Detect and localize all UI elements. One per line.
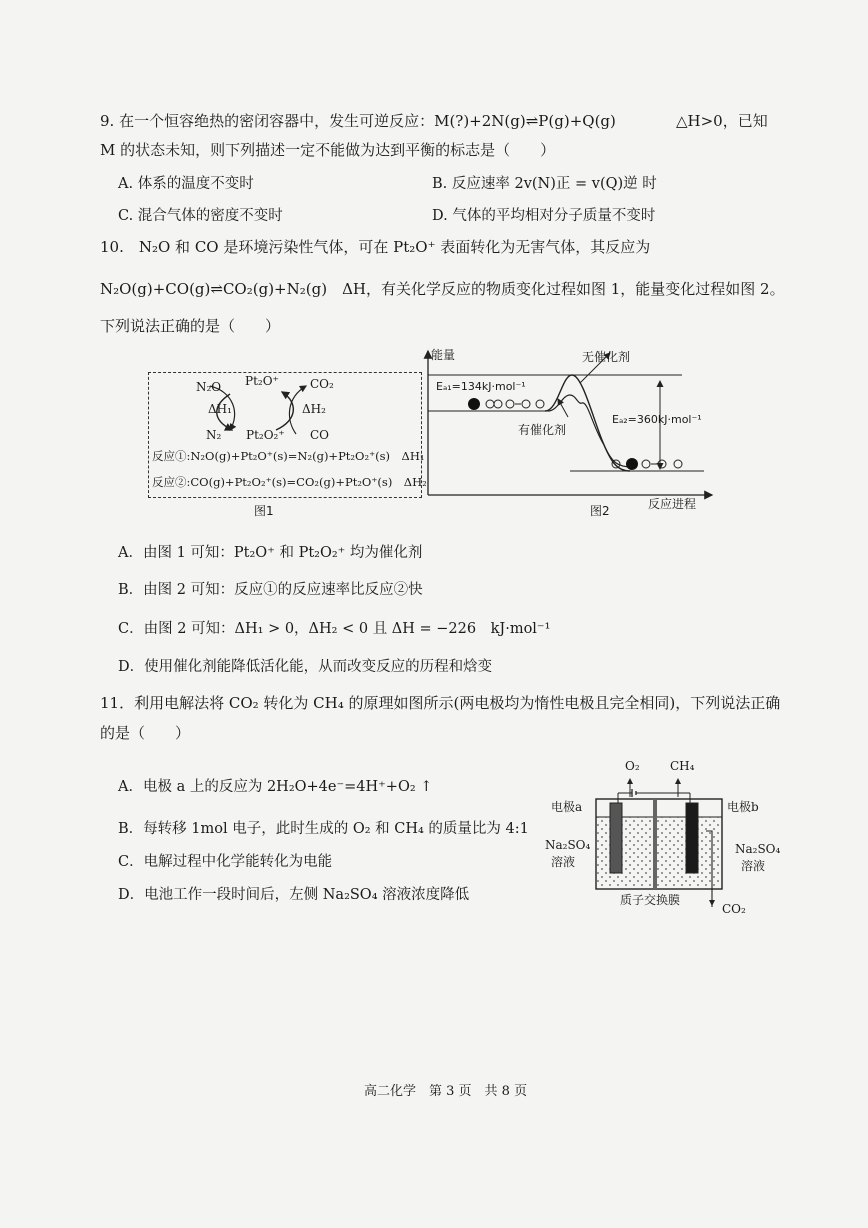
q11-option-a: A．电极 a 上的反应为 2H₂O+4e⁻=4H⁺+O₂ ↑	[118, 779, 433, 795]
q11-fig-left-solution-1: Na₂SO₄	[545, 838, 591, 852]
fig1-pt2o2: Pt₂O₂⁺	[246, 428, 285, 442]
q11-fig-ch4: CH₄	[670, 759, 695, 773]
q11-fig-o2: O₂	[625, 759, 640, 773]
q11-fig-membrane-label: 质子交换膜	[620, 893, 681, 907]
q10-line2: N₂O(g)+CO(g)⇌CO₂(g)+N₂(g) ΔH，有关化学反应的物质变化过程如图 1，能量变化过程如图 2。	[100, 280, 785, 298]
q9-delta-h: △H>0，已知	[676, 112, 768, 130]
fig2-y-axis-label: 能量	[431, 348, 456, 362]
q11-fig-co2: CO₂	[722, 902, 746, 916]
q11-fig-right-solution-2: 溶液	[741, 859, 766, 873]
fig2-ea1: Eₐ₁=134kJ·mol⁻¹	[436, 380, 526, 393]
q9-option-b: B. 反应速率 2v(N)正 = v(Q)逆 时	[432, 176, 657, 192]
q10-option-c: C．由图 2 可知：ΔH₁ > 0，ΔH₂ < 0 且 ΔH = −226 kJ·mol⁻¹	[118, 621, 551, 637]
q11-line1: 11．利用电解法将 CO₂ 转化为 CH₄ 的原理如图所示(两电极均为惰性电极且完全相同)，下列说法正确	[100, 694, 781, 712]
fig1-dh1: ΔH₁	[208, 402, 232, 416]
fig1-caption: 图1	[254, 504, 274, 518]
fig2-caption: 图2	[590, 504, 610, 518]
fig2-x-axis-label: 反应进程	[648, 497, 697, 511]
q11-option-d: D．电池工作一段时间后，左侧 Na₂SO₄ 溶液浓度降低	[118, 887, 470, 903]
fig1-pt2o: Pt₂O⁺	[245, 374, 279, 388]
electrode-b	[686, 803, 698, 873]
q9-option-c: C. 混合气体的密度不变时	[118, 208, 283, 224]
q11-fig-electrode-b: 电极b	[727, 800, 759, 814]
fig1-dh2: ΔH₂	[302, 402, 326, 416]
q11-fig-right-solution-1: Na₂SO₄	[735, 842, 781, 856]
q9-line1: 9. 在一个恒容绝热的密闭容器中，发生可逆反应：M(?)+2N(g)⇌P(g)+Q(g)	[100, 112, 616, 130]
fig2-molecule-dot	[468, 398, 480, 410]
q10-option-a: A．由图 1 可知：Pt₂O⁺ 和 Pt₂O₂⁺ 均为催化剂	[118, 545, 423, 561]
q10-option-b: B．由图 2 可知：反应①的反应速率比反应②快	[118, 582, 423, 598]
fig1-reaction-2: 反应②:CO(g)+Pt₂O₂⁺(s)=CO₂(g)+Pt₂O⁺(s) ΔH₂	[152, 475, 427, 489]
fig2-uncatalyzed-label: 无催化剂	[582, 350, 631, 364]
proton-exchange-membrane	[653, 799, 657, 889]
q10-line1: 10. N₂O 和 CO 是环境污染性气体，可在 Pt₂O⁺ 表面转化为无害气体，其反应为	[100, 238, 651, 256]
fig2-catalyzed-label: 有催化剂	[518, 423, 567, 437]
q11-option-c: C．电解过程中化学能转化为电能	[118, 854, 333, 870]
q10-line3: 下列说法正确的是（ ）	[100, 317, 281, 335]
q11-line2: 的是（ ）	[100, 724, 191, 742]
fig1-co: CO	[310, 428, 330, 442]
fig1-co2: CO₂	[310, 377, 334, 391]
fig1-n2o: N₂O	[196, 380, 222, 394]
q11-fig-electrode-a: 电极a	[551, 800, 583, 814]
q9-line2: M 的状态未知，则下列描述一定不能做为达到平衡的标志是（ ）	[100, 141, 556, 159]
q11-fig-left-solution-2: 溶液	[551, 855, 576, 869]
q9-option-d: D. 气体的平均相对分子质量不变时	[432, 208, 656, 224]
fig1-n2: N₂	[206, 428, 222, 442]
q9-option-a: A. 体系的温度不变时	[118, 176, 254, 192]
page-footer: 高二化学 第 3 页 共 8 页	[364, 1084, 528, 1099]
electrode-a	[610, 803, 622, 873]
q11-option-b: B．每转移 1mol 电子，此时生成的 O₂ 和 CH₄ 的质量比为 4:1	[118, 821, 529, 837]
q10-option-d: D．使用催化剂能降低活化能，从而改变反应的历程和焓变	[118, 659, 493, 675]
fig1-reaction-1: 反应①:N₂O(g)+Pt₂O⁺(s)=N₂(g)+Pt₂O₂⁺(s) ΔH₁	[152, 449, 425, 463]
fig2-ea2: Eₐ₂=360kJ·mol⁻¹	[612, 413, 702, 426]
